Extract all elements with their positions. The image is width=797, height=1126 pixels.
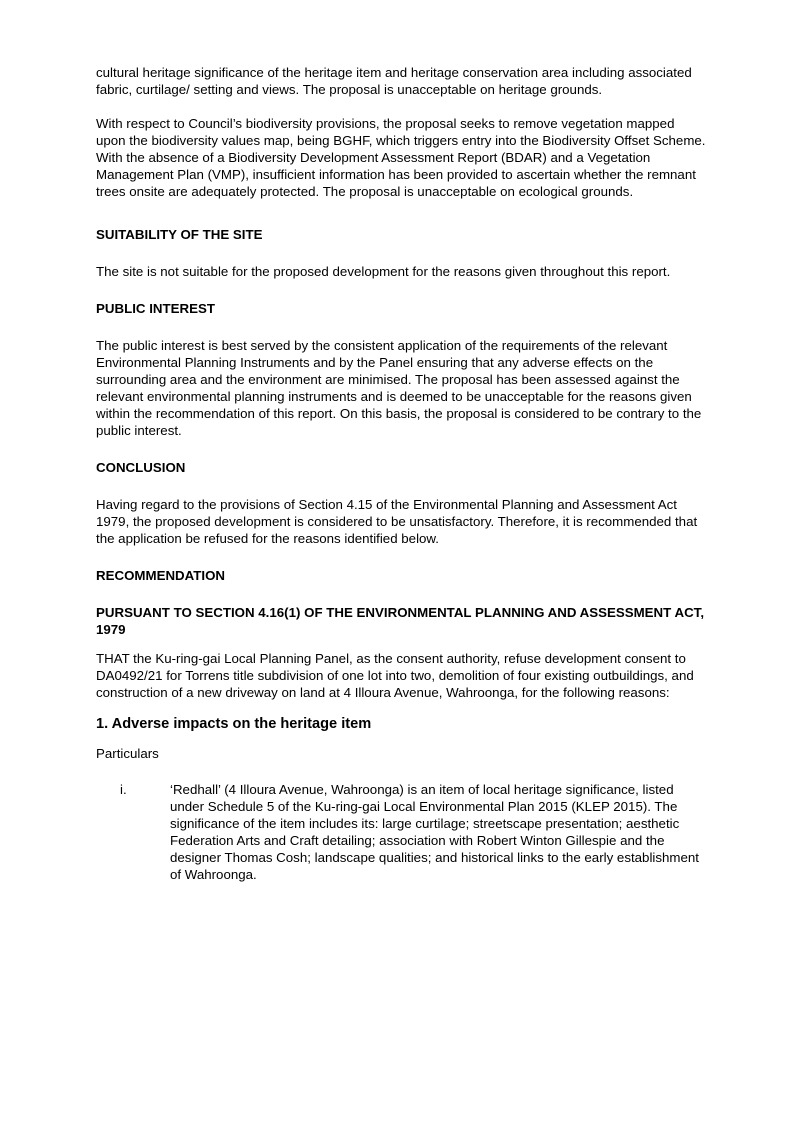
paragraph-heritage-conclusion: cultural heritage significance of the heritage item and heritage conservation area including associated fabric, curtilage/ setting and views. The proposal is unacceptable on heritage grounds. <box>96 65 692 97</box>
paragraph-biodiversity: With respect to Council’s biodiversity provisions, the proposal seeks to remove vegetation mapped upon the biodiversity values map, being BGHF, which triggers entry into the Biodiversity Offset Scheme. With the absence of a Biodiversity Development Assessment Report (BDAR) and a Vegetation Management Plan (VMP), insufficient information has been provided to ascertain whether the remnant trees onsite are adequately protected. The proposal is unacceptable on ecological grounds. <box>96 116 706 199</box>
heading-recommendation: RECOMMENDATION <box>96 568 226 583</box>
heading-pursuant: PURSUANT TO SECTION 4.16(1) OF THE ENVIRONMENTAL PLANNING AND ASSESSMENT ACT, 1979 <box>96 605 705 637</box>
paragraph-suitability: The site is not suitable for the proposed development for the reasons given throughout this report. <box>96 264 671 279</box>
paragraph-that: THAT the Ku-ring-gai Local Planning Panel, as the consent authority, refuse development consent to DA0492/21 for Torrens title subdivision of one lot into two, demolition of four existing outbuildings, and construction of a new driveway on land at 4 Illoura Avenue, Wahroonga, for the following reasons: <box>96 651 694 700</box>
list-item-number: i. <box>120 782 127 797</box>
paragraph-conclusion: Having regard to the provisions of Section 4.15 of the Environmental Planning and Assessment Act 1979, the proposed development is considered to be unsatisfactory. Therefore, it is recommended that the application be refused for the reasons identified below. <box>96 497 698 546</box>
heading-suitability: SUITABILITY OF THE SITE <box>96 227 263 242</box>
document-page <box>96 64 706 883</box>
list-item <box>96 781 706 883</box>
paragraph-public-interest: The public interest is best served by the consistent application of the requirements of the relevant Environmental Planning Instruments and by the Panel ensuring that any adverse effects on the surrounding area and the environment are minimised. The proposal has been assessed against the relevant environmental planning instruments and is deemed to be unacceptable for the reasons given within the recommendation of this report. On this basis, the proposal is considered to be contrary to the public interest. <box>96 338 702 438</box>
heading-reason-1: 1. Adverse impacts on the heritage item <box>96 716 372 732</box>
list-item-text: ‘Redhall’ (4 Illoura Avenue, Wahroonga) is an item of local heritage significance, listed under Schedule 5 of the Ku-ring-gai Local Environmental Plan 2015 (KLEP 2015). The significance of the item includes its: large curtilage; streetscape presentation; aesthetic Federation Arts and Craft detailing; association with Robert Winton Gillespie and the designer Thomas Cosh; landscape qualities; and historical links to the early establishment of Wahroonga. <box>170 782 699 882</box>
label-particulars: Particulars <box>96 746 159 761</box>
heading-conclusion: CONCLUSION <box>96 460 186 475</box>
heading-public-interest: PUBLIC INTEREST <box>96 301 215 316</box>
